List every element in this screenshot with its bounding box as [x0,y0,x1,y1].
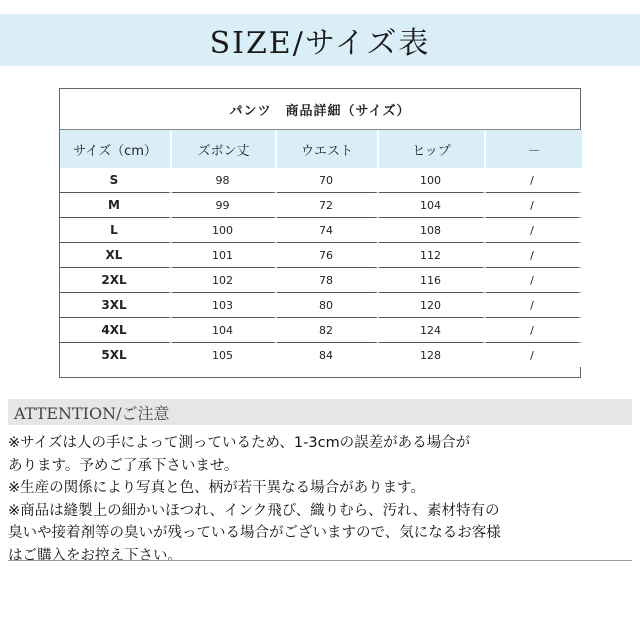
cell-length: 101 [172,243,277,268]
column-header-length: ズボン丈 [172,130,277,168]
cell-size: M [60,193,172,218]
cell-hip: 112 [379,243,486,268]
note-line: 臭いや接着剤等の臭いが残っている場合がございますので、気になるお客様 [8,525,501,541]
cell-waist: 76 [277,243,379,268]
cell-hip: 104 [379,193,486,218]
cell-length: 100 [172,218,277,243]
table-header-row [60,130,582,168]
cell-size: L [60,218,172,243]
table-row [60,168,582,193]
cell-extra: / [486,218,582,243]
cell-length: 105 [172,343,277,367]
cell-length: 99 [172,193,277,218]
table-row [60,318,582,343]
cell-waist: 72 [277,193,379,218]
title-banner [0,14,640,66]
cell-size: S [60,168,172,193]
cell-size: XL [60,243,172,268]
cell-waist: 82 [277,318,379,343]
cell-extra: / [486,318,582,343]
cell-size: 3XL [60,293,172,318]
cell-extra: / [486,193,582,218]
cell-waist: 74 [277,218,379,243]
table-row [60,218,582,243]
cell-extra: / [486,168,582,193]
cell-waist: 78 [277,268,379,293]
table-row [60,343,582,367]
cell-length: 104 [172,318,277,343]
table-row [60,193,582,218]
note-line: あります。予めご了承下さいませ。 [8,457,239,474]
cell-extra: / [486,343,582,367]
cell-extra: / [486,293,582,318]
cell-waist: 70 [277,168,379,193]
cell-length: 102 [172,268,277,293]
cell-hip: 120 [379,293,486,318]
cell-hip: 128 [379,343,486,367]
cell-extra: / [486,268,582,293]
table-caption: パンツ 商品詳細（サイズ） [60,89,580,130]
cell-length: 103 [172,293,277,318]
cell-size: 4XL [60,318,172,343]
note-line: ※生産の関係により写真と色、柄が若干異なる場合があります。 [8,480,425,496]
cell-waist: 84 [277,343,379,367]
column-header-size: サイズ（cm） [60,130,172,168]
cell-length: 98 [172,168,277,193]
column-header-waist: ウエスト [277,130,379,168]
note-line: ※商品は縫製上の細かいほつれ、インク飛び、織りむら、汚れ、素材特有の [8,502,500,519]
cell-hip: 124 [379,318,486,343]
column-header-hip: ヒップ [379,130,486,168]
cell-extra: / [486,243,582,268]
cell-hip: 116 [379,268,486,293]
size-table [60,130,582,367]
cell-size: 2XL [60,268,172,293]
page-title: SIZE/サイズ表 [209,26,431,61]
table-row [60,243,582,268]
cell-hip: 100 [379,168,486,193]
attention-notes [8,432,632,567]
cell-hip: 108 [379,218,486,243]
cell-waist: 80 [277,293,379,318]
column-header-extra: － [486,130,582,168]
attention-label: ATTENTION/ご注意 [14,403,170,423]
bottom-divider [8,560,632,561]
attention-bar [8,399,632,425]
table-row [60,293,582,318]
size-table-container [59,88,581,378]
cell-size: 5XL [60,343,172,367]
note-line: はご購入をお控え下さい。 [8,547,182,564]
note-line: ※サイズは人の手によって測っているため、1-3cmの誤差がある場合が [8,435,471,451]
table-row [60,268,582,293]
